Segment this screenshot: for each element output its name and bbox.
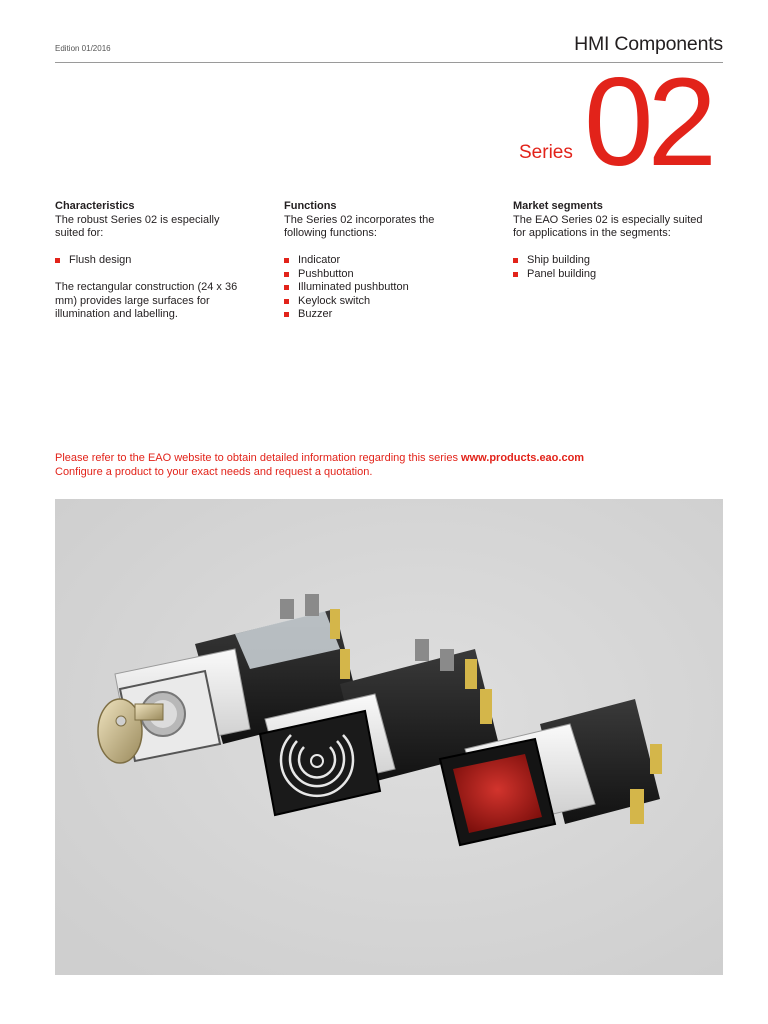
market-segments-heading: Market segments xyxy=(513,200,603,212)
characteristics-list xyxy=(55,254,255,268)
list-item: Flush design xyxy=(55,254,255,268)
page-title: HMI Components xyxy=(574,33,723,55)
website-note-text: Please refer to the EAO website to obtain detailed information regarding this series xyxy=(55,452,458,464)
list-item: Illuminated pushbutton xyxy=(284,281,484,295)
list-item: Pushbutton xyxy=(284,268,484,282)
functions-column xyxy=(284,200,484,322)
list-item: Buzzer xyxy=(284,308,484,322)
bullet-square-icon xyxy=(513,258,518,263)
characteristics-column xyxy=(55,200,255,322)
bullet-square-icon xyxy=(284,312,289,317)
bullet-square-icon xyxy=(284,299,289,304)
list-item: Ship building xyxy=(513,254,713,268)
functions-list xyxy=(284,254,484,322)
bullet-square-icon xyxy=(284,285,289,290)
characteristics-detail: The rectangular construction (24 x 36 mm) provides large surfaces for illumination and labelling. xyxy=(55,281,238,320)
product-illustration xyxy=(55,499,723,975)
product-photo xyxy=(55,499,723,975)
website-link[interactable]: www.products.eao.com xyxy=(461,452,585,464)
market-segments-column xyxy=(513,200,713,281)
configure-note-text: Configure a product to your exact needs and request a quotation. xyxy=(55,466,373,478)
bullet-square-icon xyxy=(284,272,289,277)
bullet-square-icon xyxy=(284,258,289,263)
list-item: Keylock switch xyxy=(284,295,484,309)
functions-intro: The Series 02 incorporates the following functions: xyxy=(284,213,435,239)
market-segments-list xyxy=(513,254,713,281)
characteristics-intro: The robust Series 02 is especially suited for: xyxy=(55,213,220,239)
bullet-square-icon xyxy=(55,258,60,263)
list-item: Indicator xyxy=(284,254,484,268)
market-segments-intro: The EAO Series 02 is especially suited for applications in the segments: xyxy=(513,213,703,239)
functions-heading: Functions xyxy=(284,200,337,212)
website-note xyxy=(55,451,584,479)
edition-label: Edition 01/2016 xyxy=(55,44,111,53)
list-item: Panel building xyxy=(513,268,713,282)
series-word: Series xyxy=(519,142,573,163)
bullet-square-icon xyxy=(513,272,518,277)
series-number: 02 xyxy=(584,53,712,192)
characteristics-heading: Characteristics xyxy=(55,200,135,212)
